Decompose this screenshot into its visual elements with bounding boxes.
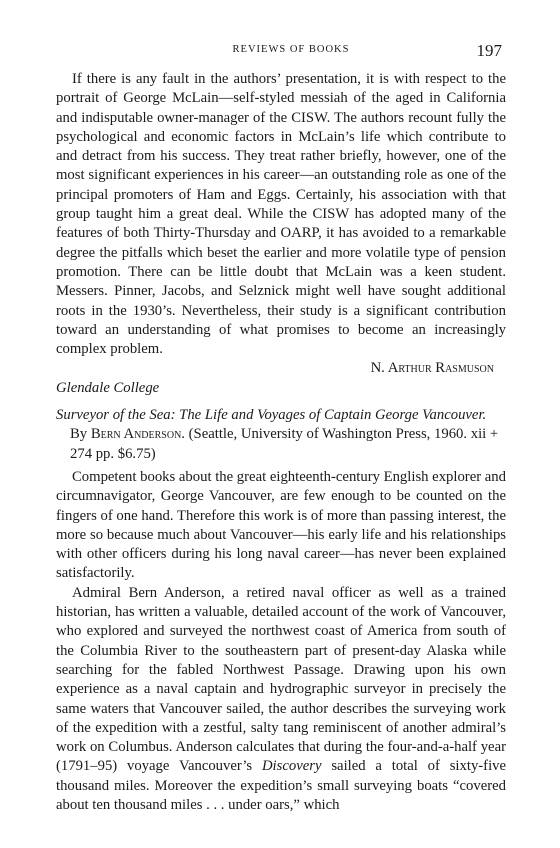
book-author: Bern Anderson. xyxy=(90,426,185,443)
ship-name: Discovery xyxy=(261,758,322,775)
review-vancouver xyxy=(56,406,506,815)
paragraph-text: sailed a total of sixty-five thousand miles. Moreover the expedition’s small surveying boats “covered about ten thousand miles . . . under oars,” which xyxy=(56,758,507,813)
review-paragraph: If there is any fault in the authors’ presentation, it is with respect to the portrait of George McLain—self-styled messiah of the aged in California and indisputable owner-manager of the CISW. The authors recount fully the psychological and economic factors in McLain’s life which contribute to and detract from his success. They treat rather briefly, however, one of the most significant experiences in his career—an outstanding role as one of the principal promoters of Ham and Eggs. Certainly, his association with that group taught him a great deal. While the CISW has adopted many of the features of both Thirty-Thursday and OARP, it has avoided to a remarkable degree the pitfalls which beset the earlier and more volatile type of pension promotion. There can be little doubt that McLain was a keen student. Messers. Pinner, Jacobs, and Selznick might well have sought additional roots in the 1930’s. Nevertheless, their study is a significant contribution toward an understanding of what promises to become an increasingly complex problem. xyxy=(56,71,506,358)
review-paragraph: Competent books about the great eighteenth-century English explorer and circumnavigator, George Vancouver, are few enough to be counted on the fingers of one hand. Therefore this work is of more than passing interest, the more so because much about Vancouver—his early life and his relationships with other officers during his long naval career—has never been explained satisfactorily. xyxy=(56,468,506,582)
reviewer-name: N. Arthur Rasmuson xyxy=(370,360,494,377)
page-number: 197 xyxy=(476,41,502,60)
paragraph-text: Admiral Bern Anderson, a retired naval officer as well as a trained historian, has written a valuable, detailed account of the work of Vancouver, who explored and surveyed the northwest coast of America from south of the Columbia River to the southeastern part of present-day Alaska while searching for the fabled Northwest Passage. Drawing upon his own experience as a naval captain and hydrographic surveyor in precisely the same waters that Vancouver sailed, the author describes the surveying work of the expedition with a zestful, salty tang reminiscent of another admiral’s work on Columbus. Anderson calculates that during the four-and-a-half year (1791–95) voyage Vancouver’s xyxy=(56,584,506,775)
running-head: REVIEWS OF BOOKS xyxy=(232,44,350,55)
book-title: Surveyor of the Sea: The Life and Voyages of Captain George Vancouver. xyxy=(56,407,487,424)
page-header xyxy=(56,41,506,70)
review-paragraph xyxy=(56,584,506,816)
reviewer-signature xyxy=(56,359,506,378)
book-citation xyxy=(56,406,506,464)
publication-info: (Seattle, University of Washington Press, 1960. xii + 274 pp. $6.75) xyxy=(70,426,499,462)
review-rasmuson xyxy=(56,70,506,398)
reviewer-affiliation: Glendale College xyxy=(56,379,160,396)
by-label: By xyxy=(70,426,88,443)
book-review-page xyxy=(56,41,507,815)
